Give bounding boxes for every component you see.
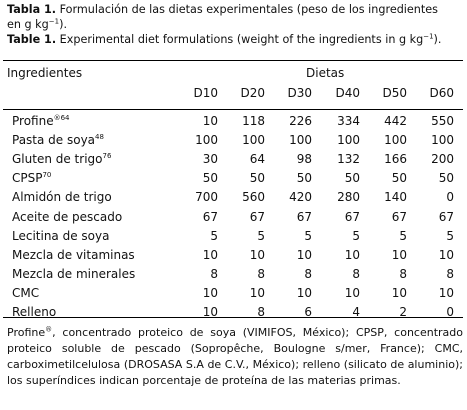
table-cell-d60: 10 bbox=[438, 285, 454, 300]
table-cell-d10: 50 bbox=[202, 171, 218, 186]
ingredient-name bbox=[12, 171, 51, 185]
ingredient-label: CMC bbox=[12, 285, 40, 300]
ingredient-name bbox=[12, 229, 109, 243]
caption-en-exponent: −1 bbox=[423, 32, 434, 41]
table-cell-d10: 10 bbox=[202, 114, 218, 128]
table-cell-d30: 10 bbox=[296, 247, 312, 262]
table-cell-d10: 100 bbox=[195, 133, 218, 148]
table-cell-d50: 8 bbox=[399, 266, 407, 281]
table-cell-d50: 50 bbox=[391, 171, 407, 186]
table-cell-d10: 10 bbox=[202, 247, 218, 262]
table-cell-d40: 8 bbox=[352, 266, 360, 281]
top-rule bbox=[3, 60, 463, 61]
table-footnote bbox=[7, 325, 463, 389]
table-cell-d10: 8 bbox=[210, 266, 218, 281]
ingredient-label: Almidón de trigo bbox=[12, 190, 112, 205]
table-row bbox=[0, 152, 467, 171]
table-cell-d40: 132 bbox=[337, 152, 360, 167]
ingredient-name bbox=[12, 210, 122, 224]
table-cell-d50: 5 bbox=[399, 228, 407, 243]
caption-es-exponent: −1 bbox=[48, 17, 60, 26]
caption-es-end: ). bbox=[59, 18, 68, 31]
caption-en-label: Table 1. bbox=[7, 33, 57, 46]
column-header-d20: D20 bbox=[240, 86, 265, 100]
ingredient-name bbox=[12, 267, 135, 281]
table-cell-d20: 5 bbox=[257, 228, 265, 243]
caption-spanish bbox=[7, 2, 463, 32]
table-cell-d40: 10 bbox=[344, 247, 360, 262]
table-cell-d30: 420 bbox=[289, 190, 312, 205]
protein-superscript: 48 bbox=[95, 133, 104, 142]
ingredient-label: Aceite de pescado bbox=[12, 209, 123, 224]
table-cell-d60: 0 bbox=[446, 305, 454, 319]
table-cell-d20: 10 bbox=[249, 247, 265, 262]
ingredient-label: Mezcla de vitaminas bbox=[12, 247, 135, 262]
table-cell-d20: 560 bbox=[242, 190, 265, 205]
ingredient-label: Pasta de soya bbox=[12, 133, 96, 148]
table-cell-d60: 5 bbox=[446, 228, 454, 243]
table-cell-d60: 550 bbox=[431, 114, 454, 128]
ingredient-name bbox=[12, 190, 112, 204]
ingredient-label: Gluten de trigo bbox=[12, 152, 103, 167]
caption-en-end: ). bbox=[433, 33, 442, 46]
table-cell-d40: 280 bbox=[337, 190, 360, 205]
table-cell-d40: 100 bbox=[337, 133, 360, 148]
table-cell-d20: 118 bbox=[242, 114, 265, 128]
table-cell-d60: 200 bbox=[431, 152, 454, 167]
table-row bbox=[0, 248, 467, 267]
ingredient-label: Profine bbox=[12, 114, 54, 128]
table-cell-d50: 10 bbox=[391, 247, 407, 262]
ingredient-name bbox=[12, 248, 135, 262]
table-cell-d40: 4 bbox=[352, 305, 360, 319]
table-cell-d60: 8 bbox=[446, 266, 454, 281]
table-cell-d50: 140 bbox=[384, 190, 407, 205]
table-cell-d30: 6 bbox=[304, 305, 312, 319]
ingredient-name bbox=[12, 133, 104, 147]
table-cell-d10: 30 bbox=[202, 152, 218, 167]
table-cell-d30: 50 bbox=[296, 171, 312, 186]
table-cell-d30: 8 bbox=[304, 266, 312, 281]
table-cell-d60: 10 bbox=[438, 247, 454, 262]
column-header-dietas: Dietas bbox=[306, 66, 345, 80]
table-cell-d60: 0 bbox=[446, 190, 454, 205]
table-cell-d30: 226 bbox=[289, 114, 312, 128]
table-row bbox=[0, 305, 467, 324]
ingredient-label: Lecitina de soya bbox=[12, 228, 110, 243]
protein-superscript: 64 bbox=[60, 114, 70, 122]
table-cell-d40: 67 bbox=[344, 209, 360, 224]
protein-superscript: 76 bbox=[102, 152, 112, 161]
table-cell-d50: 67 bbox=[391, 209, 407, 224]
table-row bbox=[0, 133, 467, 152]
table-row bbox=[0, 210, 467, 229]
caption-en-text: Experimental diet formulations (weight of the ingredients in g kg bbox=[59, 33, 424, 46]
table-row bbox=[0, 171, 467, 190]
caption-es-text-2: en g kg bbox=[7, 18, 49, 31]
table-cell-d10: 10 bbox=[202, 305, 218, 319]
footnote-lead: Profine bbox=[7, 326, 46, 339]
table-cell-d30: 5 bbox=[304, 228, 312, 243]
column-header-d40: D40 bbox=[335, 86, 360, 100]
footnote-text: , concentrado proteico de soya (VIMIFOS, México); CPSP, concentrado proteico soluble de pescado (Sopropêche, Boulogne s/mer, France); CMC, carboximetilcelulosa (DROSASA S.A de C.V., México); relleno (silicato de aluminio); los superíndices indican porcentaje de proteína de las materias primas. bbox=[7, 326, 463, 387]
table-cell-d20: 64 bbox=[249, 152, 265, 167]
column-header-d60: D60 bbox=[429, 86, 454, 100]
caption-es-text: Formulación de las dietas experimentales (peso de los ingredientes bbox=[59, 3, 438, 16]
registered-mark: ® bbox=[53, 114, 61, 122]
table-cell-d50: 2 bbox=[399, 305, 407, 319]
table-row bbox=[0, 286, 467, 305]
table-cell-d20: 50 bbox=[249, 171, 265, 186]
column-header-d30: D30 bbox=[287, 86, 312, 100]
table-row bbox=[0, 114, 467, 133]
table-cell-d20: 8 bbox=[257, 266, 265, 281]
protein-superscript: 70 bbox=[42, 171, 52, 180]
table-row bbox=[0, 267, 467, 286]
table-cell-d30: 98 bbox=[296, 152, 312, 167]
table-cell-d30: 67 bbox=[296, 209, 312, 224]
table-caption bbox=[7, 2, 463, 47]
table-cell-d50: 100 bbox=[384, 133, 407, 148]
table-cell-d40: 50 bbox=[344, 171, 360, 186]
column-header-d10: D10 bbox=[193, 86, 218, 100]
ingredient-label: Mezcla de minerales bbox=[12, 266, 136, 281]
caption-es-label: Tabla 1. bbox=[7, 3, 57, 16]
table-cell-d50: 10 bbox=[391, 285, 407, 300]
table-cell-d30: 100 bbox=[289, 133, 312, 148]
table-row bbox=[0, 229, 467, 248]
table-cell-d30: 10 bbox=[296, 285, 312, 300]
ingredient-name bbox=[12, 286, 39, 300]
ingredient-label: CPSP bbox=[12, 171, 43, 186]
ingredient-name bbox=[12, 114, 70, 128]
table-row bbox=[0, 190, 467, 209]
table-cell-d20: 100 bbox=[242, 133, 265, 148]
table-cell-d40: 10 bbox=[344, 285, 360, 300]
table-cell-d20: 10 bbox=[249, 285, 265, 300]
ingredient-name bbox=[12, 305, 56, 319]
caption-english bbox=[7, 32, 463, 47]
table-cell-d50: 442 bbox=[384, 114, 407, 128]
table-cell-d50: 166 bbox=[384, 152, 407, 167]
column-header-d50: D50 bbox=[382, 86, 407, 100]
table-cell-d60: 50 bbox=[438, 171, 454, 186]
column-header-ingredients: Ingredientes bbox=[7, 66, 83, 80]
table-cell-d10: 700 bbox=[195, 190, 218, 205]
table-cell-d40: 334 bbox=[337, 114, 360, 128]
table-cell-d10: 67 bbox=[202, 209, 218, 224]
header-rule bbox=[3, 109, 463, 110]
table-cell-d20: 67 bbox=[249, 209, 265, 224]
ingredient-name bbox=[12, 152, 111, 166]
table-cell-d60: 67 bbox=[438, 209, 454, 224]
table-cell-d40: 5 bbox=[352, 228, 360, 243]
table-cell-d10: 5 bbox=[210, 228, 218, 243]
table-cell-d10: 10 bbox=[202, 285, 218, 300]
ingredient-label: Relleno bbox=[12, 305, 57, 319]
table-cell-d60: 100 bbox=[431, 133, 454, 148]
table-cell-d20: 8 bbox=[257, 305, 265, 319]
footnote-registered-mark: ® bbox=[45, 325, 53, 334]
